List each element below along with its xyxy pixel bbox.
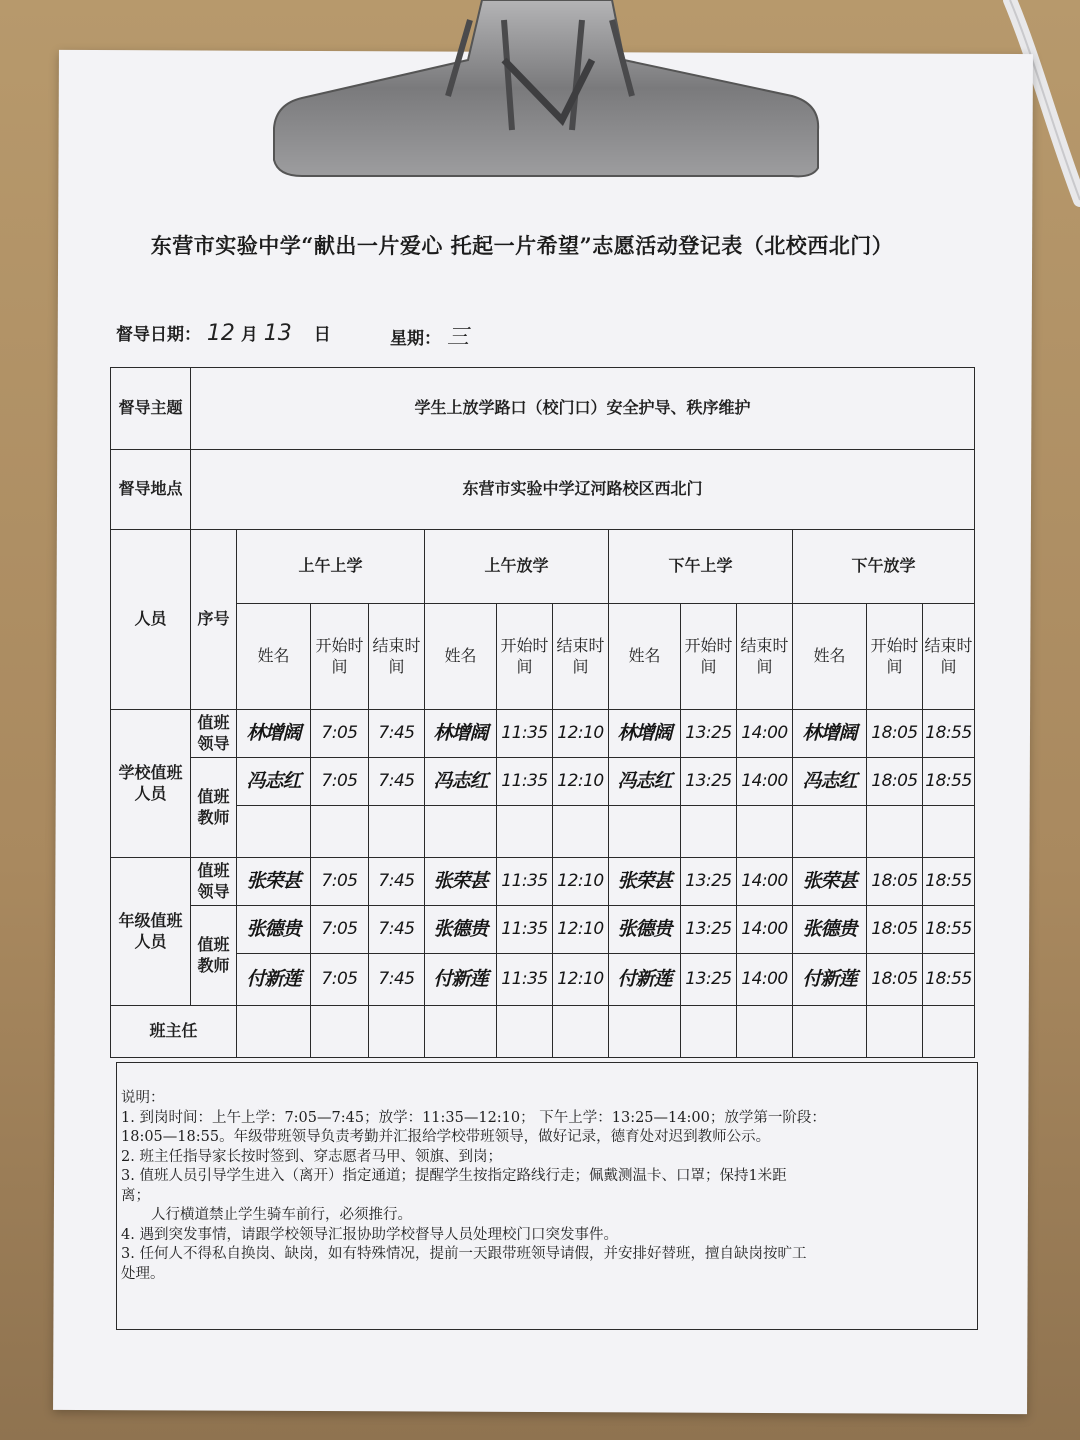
- table-cell: [923, 906, 975, 954]
- empty-cell: [609, 1006, 681, 1058]
- school-duty-group: 学校值班人员: [111, 710, 191, 858]
- role-leader: 值班领导: [191, 710, 237, 758]
- empty-cell: [237, 806, 311, 858]
- table-cell: [369, 758, 425, 806]
- table-cell: [497, 858, 553, 906]
- table-cell: [867, 954, 923, 1006]
- personnel-header: 人员: [111, 530, 191, 710]
- handwritten-name: 张德贵: [617, 918, 672, 941]
- table-cell: [923, 954, 975, 1006]
- table-row: [111, 806, 975, 858]
- table-row: [111, 1006, 975, 1058]
- notes-section: [116, 1062, 978, 1330]
- table-cell: [237, 954, 311, 1006]
- handwritten-time: 7:45: [378, 723, 415, 744]
- table-cell: [369, 858, 425, 906]
- notes-line: 人行横道禁止学生骑车前行，必须推行。: [151, 1207, 412, 1223]
- handwritten-time: 18:05: [871, 919, 918, 940]
- end-header: 结束时间: [923, 604, 975, 710]
- notes-line: 3. 任何人不得私自换岗、缺岗，如有特殊情况，提前一天跟带班领导请假，并安排好替班，擅自缺岗按旷工: [121, 1246, 807, 1262]
- table-cell: [609, 906, 681, 954]
- name-header: 姓名: [425, 604, 497, 710]
- table-cell: [737, 906, 793, 954]
- handwritten-time: 7:45: [378, 771, 415, 792]
- handwritten-time: 11:35: [501, 919, 548, 940]
- table-cell: [681, 758, 737, 806]
- table-cell: [737, 710, 793, 758]
- handwritten-time: 18:05: [871, 723, 918, 744]
- start-header: 开始时间: [311, 604, 369, 710]
- handwritten-name: 林增阔: [433, 722, 488, 745]
- table-cell: [311, 954, 369, 1006]
- theme-value: 学生上放学路口（校门口）安全护导、秩序维护: [191, 368, 975, 450]
- handwritten-time: 11:35: [501, 723, 548, 744]
- notes-line: 1. 到岗时间：上午上学：7:05—7:45；放学：11:35—12:10； 下午上学：13:25—14:00；放学第一阶段：: [121, 1109, 826, 1126]
- handwritten-time: 11:35: [501, 969, 548, 990]
- empty-cell: [369, 1006, 425, 1058]
- table-cell: [609, 758, 681, 806]
- end-header: 结束时间: [553, 604, 609, 710]
- table-cell: [923, 758, 975, 806]
- table-cell: [311, 906, 369, 954]
- table-cell: [497, 954, 553, 1006]
- handwritten-name: 张荣甚: [617, 870, 672, 893]
- table-cell: [793, 954, 867, 1006]
- page-title: 东营市实验中学“献出一片爱心 托起一片希望”志愿活动登记表（北校西北门）: [150, 233, 894, 258]
- table-cell: [425, 710, 497, 758]
- period-header-pm-arrive: 下午上学: [609, 530, 793, 604]
- handwritten-time: 7:05: [321, 771, 358, 792]
- empty-cell: [793, 1006, 867, 1058]
- duty-table: [110, 367, 975, 1058]
- handwritten-name: 付新莲: [433, 968, 488, 991]
- table-cell: [923, 710, 975, 758]
- period-header-pm-leave: 下午放学: [793, 530, 975, 604]
- handwritten-time: 13:25: [685, 871, 732, 892]
- date-month: 12: [206, 321, 235, 346]
- empty-cell: [237, 1006, 311, 1058]
- start-header: 开始时间: [497, 604, 553, 710]
- table-cell: [425, 858, 497, 906]
- empty-cell: [793, 806, 867, 858]
- handwritten-name: 付新莲: [246, 968, 301, 991]
- table-cell: [311, 758, 369, 806]
- name-header: 姓名: [237, 604, 311, 710]
- table-cell: [369, 954, 425, 1006]
- handwritten-name: 林增阔: [246, 722, 301, 745]
- theme-label: 督导主题: [111, 368, 191, 450]
- handwritten-time: 13:25: [685, 771, 732, 792]
- handwritten-time: 7:45: [378, 871, 415, 892]
- handwritten-time: 18:55: [925, 919, 972, 940]
- table-cell: [609, 954, 681, 1006]
- table-cell: [237, 710, 311, 758]
- empty-cell: [923, 1006, 975, 1058]
- empty-cell: [497, 806, 553, 858]
- handwritten-name: 林增阔: [802, 722, 857, 745]
- date-day-unit: 日: [313, 325, 331, 345]
- handwritten-name: 林增阔: [617, 722, 672, 745]
- empty-cell: [311, 1006, 369, 1058]
- handwritten-time: 13:25: [685, 919, 732, 940]
- handwritten-time: 18:05: [871, 871, 918, 892]
- table-cell: [867, 858, 923, 906]
- table-cell: [609, 710, 681, 758]
- table-cell: [553, 858, 609, 906]
- table-cell: [497, 906, 553, 954]
- table-cell: [369, 906, 425, 954]
- handwritten-time: 18:55: [925, 723, 972, 744]
- empty-cell: [867, 806, 923, 858]
- notes-line: 4. 遇到突发事情，请跟学校领导汇报协助学校督导人员处理校门口突发事件。: [121, 1226, 618, 1243]
- table-row: [111, 758, 975, 806]
- seq-header: 序号: [191, 530, 237, 710]
- weekday-field: [390, 320, 469, 351]
- handwritten-time: 12:10: [557, 723, 604, 744]
- handwritten-time: 13:25: [685, 969, 732, 990]
- date-field: [116, 320, 331, 346]
- handwritten-name: 付新莲: [617, 968, 672, 991]
- grade-duty-group: 年级值班人员: [111, 858, 191, 1006]
- handwritten-name: 张德贵: [433, 918, 488, 941]
- table-cell: [311, 858, 369, 906]
- weekday-label: 星期：: [390, 329, 441, 349]
- handwritten-time: 18:55: [925, 871, 972, 892]
- handwritten-name: 冯志红: [433, 770, 488, 793]
- table-cell: [737, 858, 793, 906]
- handwritten-name: 冯志红: [246, 770, 301, 793]
- handwritten-time: 18:55: [925, 969, 972, 990]
- table-row: [111, 906, 975, 954]
- table-row: [111, 710, 975, 758]
- table-cell: [923, 858, 975, 906]
- table-cell: [681, 710, 737, 758]
- handwritten-time: 12:10: [557, 919, 604, 940]
- empty-cell: [737, 806, 793, 858]
- table-cell: [425, 758, 497, 806]
- empty-cell: [425, 806, 497, 858]
- table-cell: [793, 906, 867, 954]
- table-cell: [681, 906, 737, 954]
- handwritten-name: 冯志红: [802, 770, 857, 793]
- handwritten-time: 12:10: [557, 969, 604, 990]
- role-leader: 值班领导: [191, 858, 237, 906]
- period-header-am-arrive: 上午上学: [237, 530, 425, 604]
- table-cell: [553, 906, 609, 954]
- notes-line: 3. 值班人员引导学生进入（离开）指定通道；提醒学生按指定路线行走；佩戴测温卡、口罩；保持1米距: [121, 1168, 787, 1184]
- empty-cell: [553, 806, 609, 858]
- table-cell: [497, 710, 553, 758]
- empty-cell: [609, 806, 681, 858]
- table-cell: [237, 906, 311, 954]
- handwritten-time: 14:00: [741, 919, 788, 940]
- table-cell: [737, 954, 793, 1006]
- handwritten-time: 18:55: [925, 771, 972, 792]
- table-cell: [425, 954, 497, 1006]
- table-cell: [237, 758, 311, 806]
- handwritten-name: 张德贵: [246, 918, 301, 941]
- role-teacher: 值班教师: [191, 906, 237, 1006]
- empty-cell: [681, 806, 737, 858]
- table-cell: [609, 858, 681, 906]
- date-day: 13: [263, 321, 292, 346]
- handwritten-time: 7:45: [378, 969, 415, 990]
- notes-line: 离；: [121, 1187, 150, 1204]
- date-month-unit: 月: [240, 325, 258, 345]
- table-cell: [311, 710, 369, 758]
- name-header: 姓名: [609, 604, 681, 710]
- empty-cell: [867, 1006, 923, 1058]
- table-row: [111, 858, 975, 906]
- end-header: 结束时间: [369, 604, 425, 710]
- head-teacher-label: 班主任: [111, 1006, 237, 1058]
- date-label: 督导日期：: [116, 325, 201, 345]
- handwritten-time: 11:35: [501, 871, 548, 892]
- table-cell: [425, 906, 497, 954]
- table-cell: [369, 710, 425, 758]
- handwritten-time: 14:00: [741, 771, 788, 792]
- table-cell: [681, 858, 737, 906]
- handwritten-name: 张德贵: [802, 918, 857, 941]
- handwritten-time: 11:35: [501, 771, 548, 792]
- location-label: 督导地点: [111, 450, 191, 530]
- handwritten-name: 张荣甚: [433, 870, 488, 893]
- table-cell: [867, 906, 923, 954]
- table-row: [111, 954, 975, 1006]
- empty-cell: [553, 1006, 609, 1058]
- handwritten-time: 7:05: [321, 919, 358, 940]
- empty-cell: [311, 806, 369, 858]
- table-cell: [497, 758, 553, 806]
- handwritten-time: 12:10: [557, 771, 604, 792]
- handwritten-time: 14:00: [741, 723, 788, 744]
- handwritten-name: 冯志红: [617, 770, 672, 793]
- location-value: 东营市实验中学辽河路校区西北门: [191, 450, 975, 530]
- period-header-am-leave: 上午放学: [425, 530, 609, 604]
- handwritten-name: 张荣甚: [246, 870, 301, 893]
- handwritten-time: 12:10: [557, 871, 604, 892]
- metal-clip-icon: [272, 0, 820, 178]
- handwritten-time: 7:05: [321, 723, 358, 744]
- handwritten-time: 14:00: [741, 871, 788, 892]
- table-cell: [553, 954, 609, 1006]
- handwritten-time: 13:25: [685, 723, 732, 744]
- name-header: 姓名: [793, 604, 867, 710]
- handwritten-time: 7:45: [378, 919, 415, 940]
- table-cell: [867, 758, 923, 806]
- handwritten-time: 18:05: [871, 969, 918, 990]
- weekday-value: 三: [446, 325, 469, 350]
- handwritten-time: 7:05: [321, 871, 358, 892]
- table-cell: [793, 758, 867, 806]
- table-cell: [867, 710, 923, 758]
- notes-line: 处理。: [121, 1265, 165, 1282]
- role-teacher: 值班教师: [191, 758, 237, 858]
- notes-line: 18:05—18:55。年级带班领导负责考勤并汇报给学校带班领导，做好记录，德育处对迟到教师公示。: [121, 1129, 771, 1145]
- handwritten-name: 付新莲: [802, 968, 857, 991]
- notes-line: 2. 班主任指导家长按时签到、穿志愿者马甲、领旗、到岗；: [121, 1148, 502, 1165]
- table-cell: [553, 758, 609, 806]
- end-header: 结束时间: [737, 604, 793, 710]
- table-cell: [737, 758, 793, 806]
- empty-cell: [497, 1006, 553, 1058]
- table-cell: [681, 954, 737, 1006]
- start-header: 开始时间: [681, 604, 737, 710]
- handwritten-name: 张荣甚: [802, 870, 857, 893]
- empty-cell: [737, 1006, 793, 1058]
- table-cell: [553, 710, 609, 758]
- handwritten-time: 14:00: [741, 969, 788, 990]
- table-cell: [793, 710, 867, 758]
- table-cell: [793, 858, 867, 906]
- table-cell: [237, 858, 311, 906]
- empty-cell: [369, 806, 425, 858]
- handwritten-time: 7:05: [321, 969, 358, 990]
- empty-cell: [425, 1006, 497, 1058]
- start-header: 开始时间: [867, 604, 923, 710]
- notes-heading: 说明：: [121, 1090, 165, 1106]
- handwritten-time: 18:05: [871, 771, 918, 792]
- empty-cell: [681, 1006, 737, 1058]
- empty-cell: [923, 806, 975, 858]
